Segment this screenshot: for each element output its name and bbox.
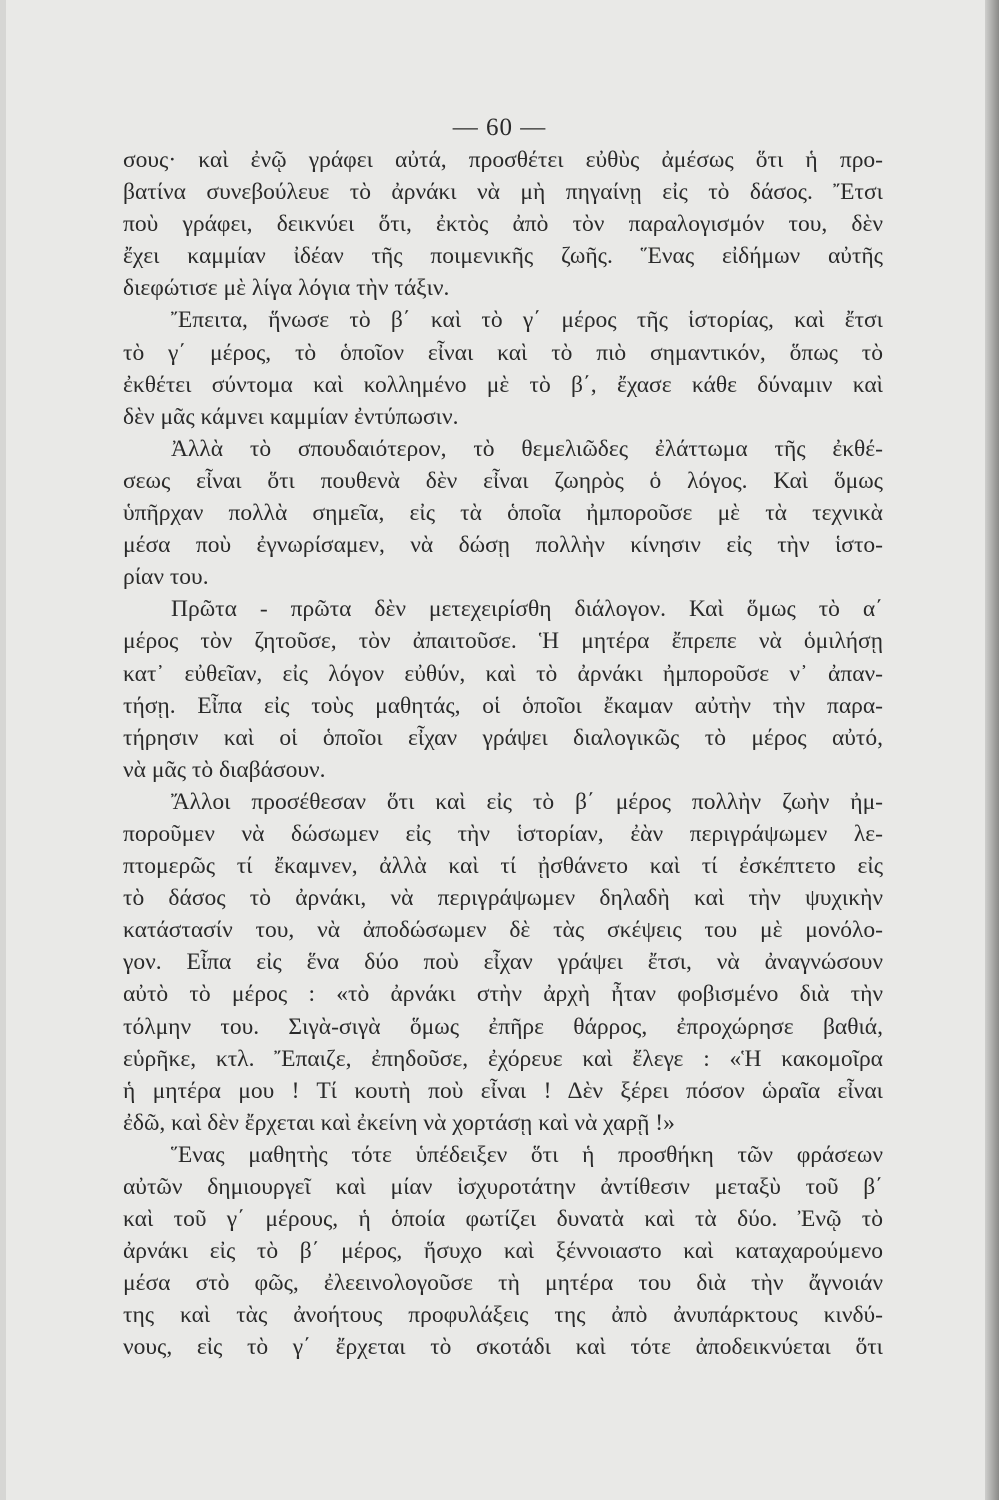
text-line: ρίαν του. <box>123 564 209 591</box>
text-line: ἔχει καμμίαν ἰδέαν τῆς ποιμενικῆς ζωῆς. Ἕνας εἰδήμων αὐτῆς <box>123 243 883 270</box>
text-line: ποὺ γράφει, δεικνύει ὅτι, ἐκτὸς ἀπὸ τὸν παραλογισμόν του, δὲν <box>123 211 883 238</box>
text-line: εὑρῆκε, κτλ. Ἔπαιζε, ἐπηδοῦσε, ἐχόρευε καὶ ἔλεγε : «Ἡ κακομοῖρα <box>123 1045 883 1072</box>
text-line: μέσα ποὺ ἐγνωρίσαμεν, νὰ δώσῃ πολλὴν κίνησιν εἰς τὴν ἱστο- <box>123 532 883 559</box>
text-line: ποροῦμεν νὰ δώσωμεν εἰς τὴν ἱστορίαν, ἐὰν περιγράψωμεν λε- <box>123 820 883 847</box>
text-line: ἡ μητέρα μου ! Τί κουτὴ ποὺ εἶναι ! Δὲν ξέρει πόσον ὡραῖα εἶναι <box>123 1077 883 1104</box>
text-line: σους· καὶ ἐνῷ γράφει αὐτά, προσθέτει εὐθὺς ἀμέσως ὅτι ἡ προ- <box>123 147 883 173</box>
text-line: ἐδῶ, καὶ δὲν ἔρχεται καὶ ἐκείνη νὰ χορτάσῃ καὶ νὰ χαρῇ !» <box>123 1109 675 1136</box>
text-line: Ἄλλοι προσέθεσαν ὅτι καὶ εἰς τὸ β΄ μέρος πολλὴν ζωὴν ἠμ- <box>171 788 883 815</box>
scan-edge-left <box>0 0 6 1500</box>
text-line: δὲν μᾶς κάμνει καμμίαν ἐντύπωσιν. <box>123 403 459 430</box>
paragraph <box>123 433 883 593</box>
paragraph <box>123 786 883 1139</box>
text-line: σεως εἶναι ὅτι πουθενὰ δὲν εἶναι ζωηρὸς ὁ λόγος. Καὶ ὅμως <box>123 467 883 494</box>
text-line: γον. Εἶπα εἰς ἕνα δύο ποὺ εἶχαν γράψει ἔτσι, νὰ ἀναγνώσουν <box>123 949 883 976</box>
text-line: ἀρνάκι εἰς τὸ β΄ μέρος, ἥσυχο καὶ ξέννοιαστο καὶ καταχαρούμενο <box>123 1238 883 1265</box>
text-line: νὰ μᾶς τὸ διαβάσουν. <box>123 756 326 783</box>
text-line: αὐτῶν δημιουργεῖ καὶ μίαν ἰσχυροτάτην ἀντίθεσιν μεταξὺ τοῦ β΄ <box>123 1174 883 1200</box>
paragraph <box>123 593 883 786</box>
text-line: μέρος τὸν ζητοῦσε, τὸν ἀπαιτοῦσε. Ἡ μητέρα ἔπρεπε νὰ ὁμιλήσῃ <box>123 628 883 655</box>
text-line: Ἕνας μαθητὴς τότε ὑπέδειξεν ὅτι ἡ προσθήκη τῶν φράσεων <box>171 1141 883 1168</box>
text-line: νους, εἰς τὸ γ΄ ἔρχεται τὸ σκοτάδι καὶ τότε ἀποδεικνύεται ὅτι <box>123 1334 883 1361</box>
text-line: τόλμην του. Σιγὰ-σιγὰ ὅμως ἐπῆρε θάρρος, ἐπροχώρησε βαθιά, <box>123 1013 883 1040</box>
text-line: κατάστασίν του, νὰ ἀποδώσωμεν δὲ τὰς σκέψεις του μὲ μονόλο- <box>123 917 883 944</box>
text-line: μέσα στὸ φῶς, ἐλεεινολογοῦσε τὴ μητέρα του διὰ τὴν ἄγνοιάν <box>123 1270 883 1297</box>
text-line: της καὶ τὰς ἀνοήτους προφυλάξεις της ἀπὸ ἀνυπάρκτους κινδύ- <box>123 1302 883 1329</box>
body-text <box>123 144 883 1364</box>
paragraph <box>123 144 883 304</box>
text-line: τὸ γ΄ μέρος, τὸ ὁποῖον εἶναι καὶ τὸ πιὸ σημαντικόν, ὅπως τὸ <box>123 339 883 366</box>
page-number: — 60 — <box>452 114 547 141</box>
text-line: τὸ δάσος τὸ ἀρνάκι, νὰ περιγράψωμεν δηλαδὴ καὶ τὴν ψυχικὴν <box>123 885 883 912</box>
text-line: ὑπῆρχαν πολλὰ σημεῖα, εἰς τὰ ὁποῖα ἠμποροῦσε μὲ τὰ τεχνικὰ <box>123 500 883 527</box>
text-line: κατ᾽ εὐθεῖαν, εἰς λόγον εὐθύν, καὶ τὸ ἀρνάκι ἠμποροῦσε ν᾽ ἀπαν- <box>123 660 883 687</box>
text-line: Πρῶτα - πρῶτα δὲν μετεχειρίσθη διάλογον. Καὶ ὅμως τὸ α΄ <box>171 596 883 623</box>
paragraph <box>123 1139 883 1364</box>
text-line: Ἔπειτα, ἥνωσε τὸ β΄ καὶ τὸ γ΄ μέρος τῆς ἱστορίας, καὶ ἔτσι <box>171 307 883 334</box>
text-line: τήρησιν καὶ οἱ ὁποῖοι εἶχαν γράψει διαλογικῶς τὸ μέρος αὐτό, <box>123 724 883 751</box>
text-line: διεφώτισε μὲ λίγα λόγια τὴν τάξιν. <box>123 275 450 302</box>
text-line: καὶ τοῦ γ΄ μέρους, ἡ ὁποία φωτίζει δυνατὰ καὶ τὰ δύο. Ἐνῷ τὸ <box>123 1206 883 1233</box>
text-line: αὐτὸ τὸ μέρος : «τὸ ἀρνάκι στὴν ἀρχὴ ἦταν φοβισμένο διὰ τὴν <box>123 981 883 1008</box>
text-line: πτομερῶς τί ἔκαμνεν, ἀλλὰ καὶ τί ᾐσθάνετο καὶ τί ἐσκέπτετο εἰς <box>123 853 883 880</box>
text-line: Ἀλλὰ τὸ σπουδαιότερον, τὸ θεμελιῶδες ἐλάττωμα τῆς ἐκθέ- <box>171 435 883 462</box>
scan-edge-right <box>985 0 999 1500</box>
text-line: τήσῃ. Εἶπα εἰς τοὺς μαθητάς, οἱ ὁποῖοι ἔκαμαν αὐτὴν τὴν παρα- <box>123 692 883 719</box>
paragraph <box>123 304 883 432</box>
text-line: ἐκθέτει σύντομα καὶ κολλημένο μὲ τὸ β΄, ἔχασε κάθε δύναμιν καὶ <box>123 371 883 398</box>
text-line: βατίνα συνεβούλευε τὸ ἀρνάκι νὰ μὴ πηγαίνῃ εἰς τὸ δάσος. Ἔτσι <box>123 179 883 206</box>
